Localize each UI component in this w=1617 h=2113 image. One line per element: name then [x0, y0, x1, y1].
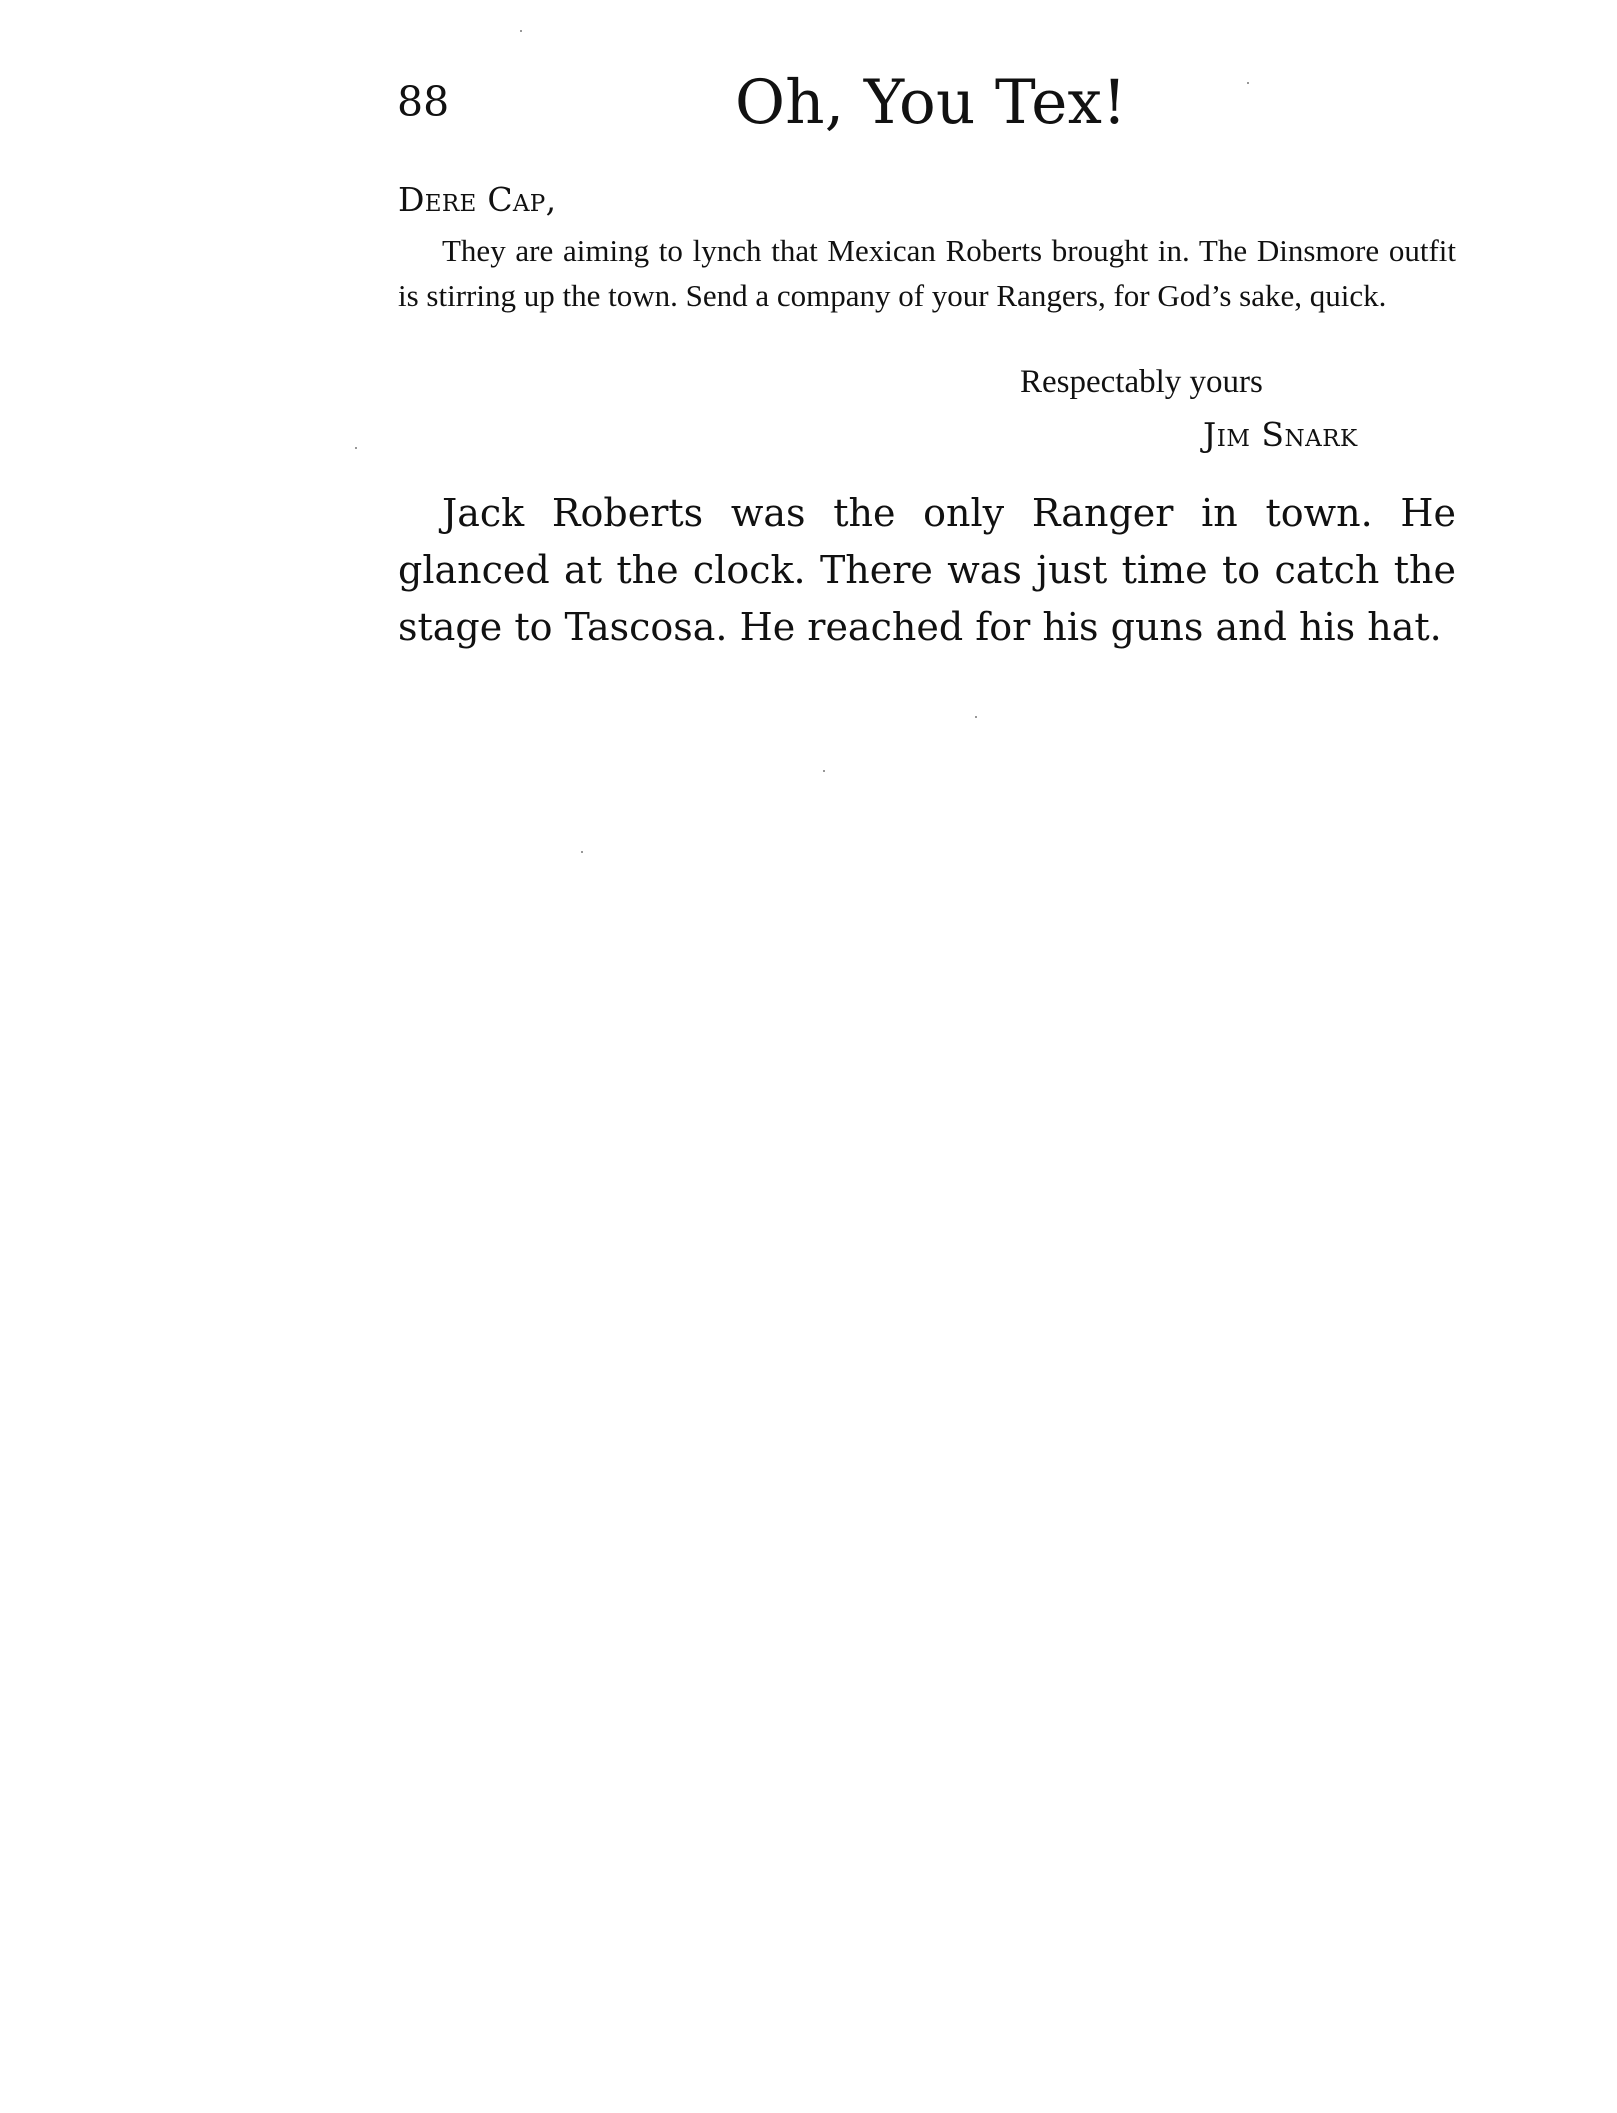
letter-signature: Jim Snark	[1203, 415, 1358, 454]
narrative-section	[398, 485, 1456, 656]
scan-speck	[1247, 82, 1249, 84]
letter-body-text: They are aiming to lynch that Mexican Roberts brought in. The Dinsmore outfit is stirring up the town. Send a company of your Rangers, for God’s sake, quick.	[398, 233, 1456, 313]
scan-speck	[355, 447, 357, 449]
narrative-paragraph: Jack Roberts was the only Ranger in town. He glanced at the clock. There was just time to catch the stage to Tascosa. He reached for his guns and his hat.	[398, 491, 1456, 649]
scan-speck	[823, 770, 825, 772]
letter-closing: Respectably yours	[1020, 364, 1263, 400]
letter-body	[398, 228, 1456, 318]
running-title: Oh, You Tex!	[735, 67, 1127, 138]
scan-speck	[520, 30, 522, 32]
scan-speck	[581, 851, 583, 853]
page-number: 88	[397, 78, 450, 126]
letter-salutation: Dere Cap,	[398, 180, 557, 219]
scan-speck	[975, 716, 977, 718]
